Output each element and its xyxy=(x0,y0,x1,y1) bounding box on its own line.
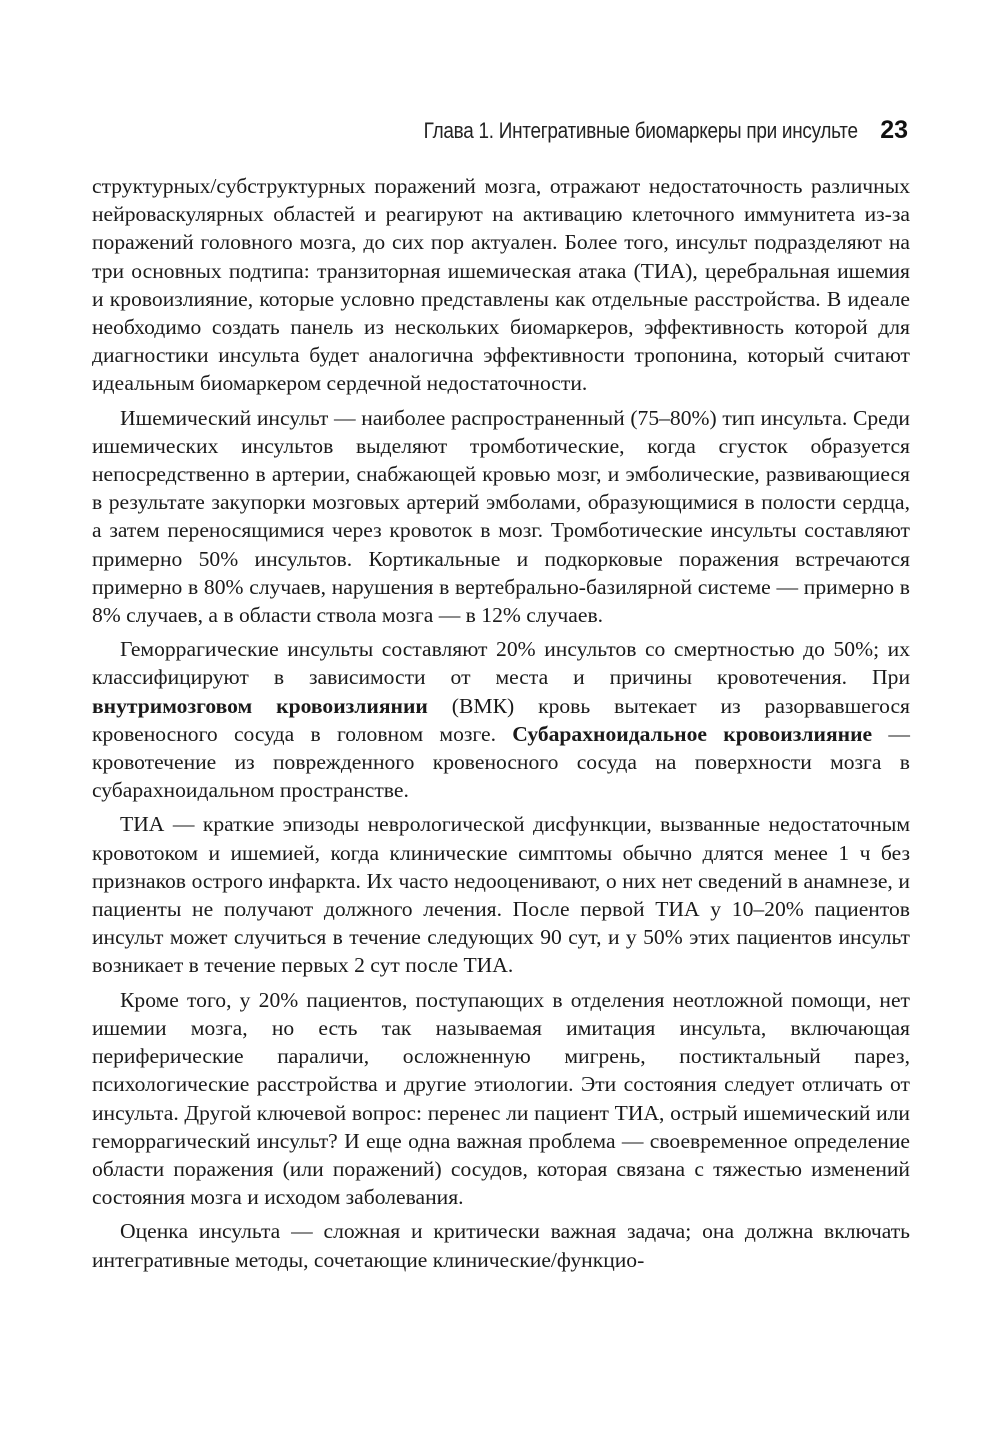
paragraph xyxy=(92,810,910,979)
bold-term-sah: Субарахноидальное кровоизлияние xyxy=(512,721,873,746)
text-run: Ишемический инсульт — наиболее распространенный (75–80%) тип инсульта. Среди ишемических инсультов выделяют тромботические, когда сгусток образуется непосредственно в артерии, снабжающей кровью мозг, и эмболические, развивающиеся в результате закупорки мозговых артерий эмболами, образующимися в полости сердца, а затем переносящимися через кровоток в мозг. Тромботические инсульты составляют примерно 50% инсультов. Кортикальные и подкорковые поражения встречаются примерно в 80% случаев, нарушения в вертебрально-базилярной системе — примерно в 8% случаев, а в области ствола мозга — в 12% случаев. xyxy=(92,405,910,628)
text-run: структурных/субструктурных поражений мозга, отражают недостаточность различных нейроваскулярных областей и реагируют на активацию клеточного иммунитета из-за поражений головного мозга, до сих пор актуален. Более того, инсульт подразделяют на три основных подтипа: транзиторная ишемическая атака (ТИА), церебральная ишемия и кровоизлияние, которые условно представлены как отдельные расстройства. В идеале необходимо создать панель из нескольких биомаркеров, эффективность которой для диагностики инсульта будет аналогична эффективности тропонина, который считают идеальным биомаркером сердечной недостаточности. xyxy=(92,174,910,396)
text-run: Кроме того, у 20% пациентов, поступающих в отделения неотложной помощи, нет ишемии мозга, но есть так называемая имитация инсульта, включающая периферические параличи, осложненную мигрень, постиктальный парез, психологические расстройства и другие этиологии. Эти состояния следует отличать от инсульта. Другой ключевой вопрос: перенес ли пациент ТИА, острый ишемический или геморрагический инсульт? И еще одна важная проблема — своевременное определение области поражения (или поражений) сосудов, которая связана с тяжестью изменений состояния мозга и исходом заболевания. xyxy=(92,987,910,1210)
text-run: Геморрагические инсульты составляют 20% инсультов со смертностью до 50%; их классифицируют в зависимости от места и причины кровотечения. При xyxy=(92,637,910,690)
paragraph xyxy=(92,404,910,630)
text-run: ТИА — краткие эпизоды неврологической дисфункции, вызванные недостаточным кровотоком и ишемией, когда клинические симптомы обычно длятся менее 1 ч без признаков острого инфаркта. Их часто недооценивают, о них нет сведений в анамнезе, и пациенты не получают должного лечения. После первой ТИА у 10–20% пациентов инсульт может случиться в течение следующих 90 сут, и у 50% этих пациентов инсульт возникает в течение первых 2 сут после ТИА. xyxy=(92,812,910,978)
paragraph xyxy=(92,172,910,398)
bold-term-ich: внутримозговом кровоизлиянии xyxy=(92,693,428,718)
text-run: (ВМК) кровь вытекает из разорвавшегося кровеносного сосуда в головном мозге. xyxy=(92,693,910,746)
text-run: Оценка инсульта — сложная и критически важная задача; она должна включать интегративные методы, сочетающие клинические/функцио- xyxy=(92,1219,910,1272)
text-run: — кровотечение из поврежденного кровеносного сосуда на поверхности мозга в субарахноидальном пространстве. xyxy=(92,721,910,803)
chapter-running-title: Глава 1. Интегративные биомаркеры при инсульте xyxy=(424,118,859,143)
page-number: 23 xyxy=(880,116,908,144)
paragraph xyxy=(92,986,910,1212)
body-text xyxy=(92,172,910,1274)
paragraph xyxy=(92,635,910,804)
paragraph xyxy=(92,1217,910,1273)
running-header xyxy=(92,116,908,152)
